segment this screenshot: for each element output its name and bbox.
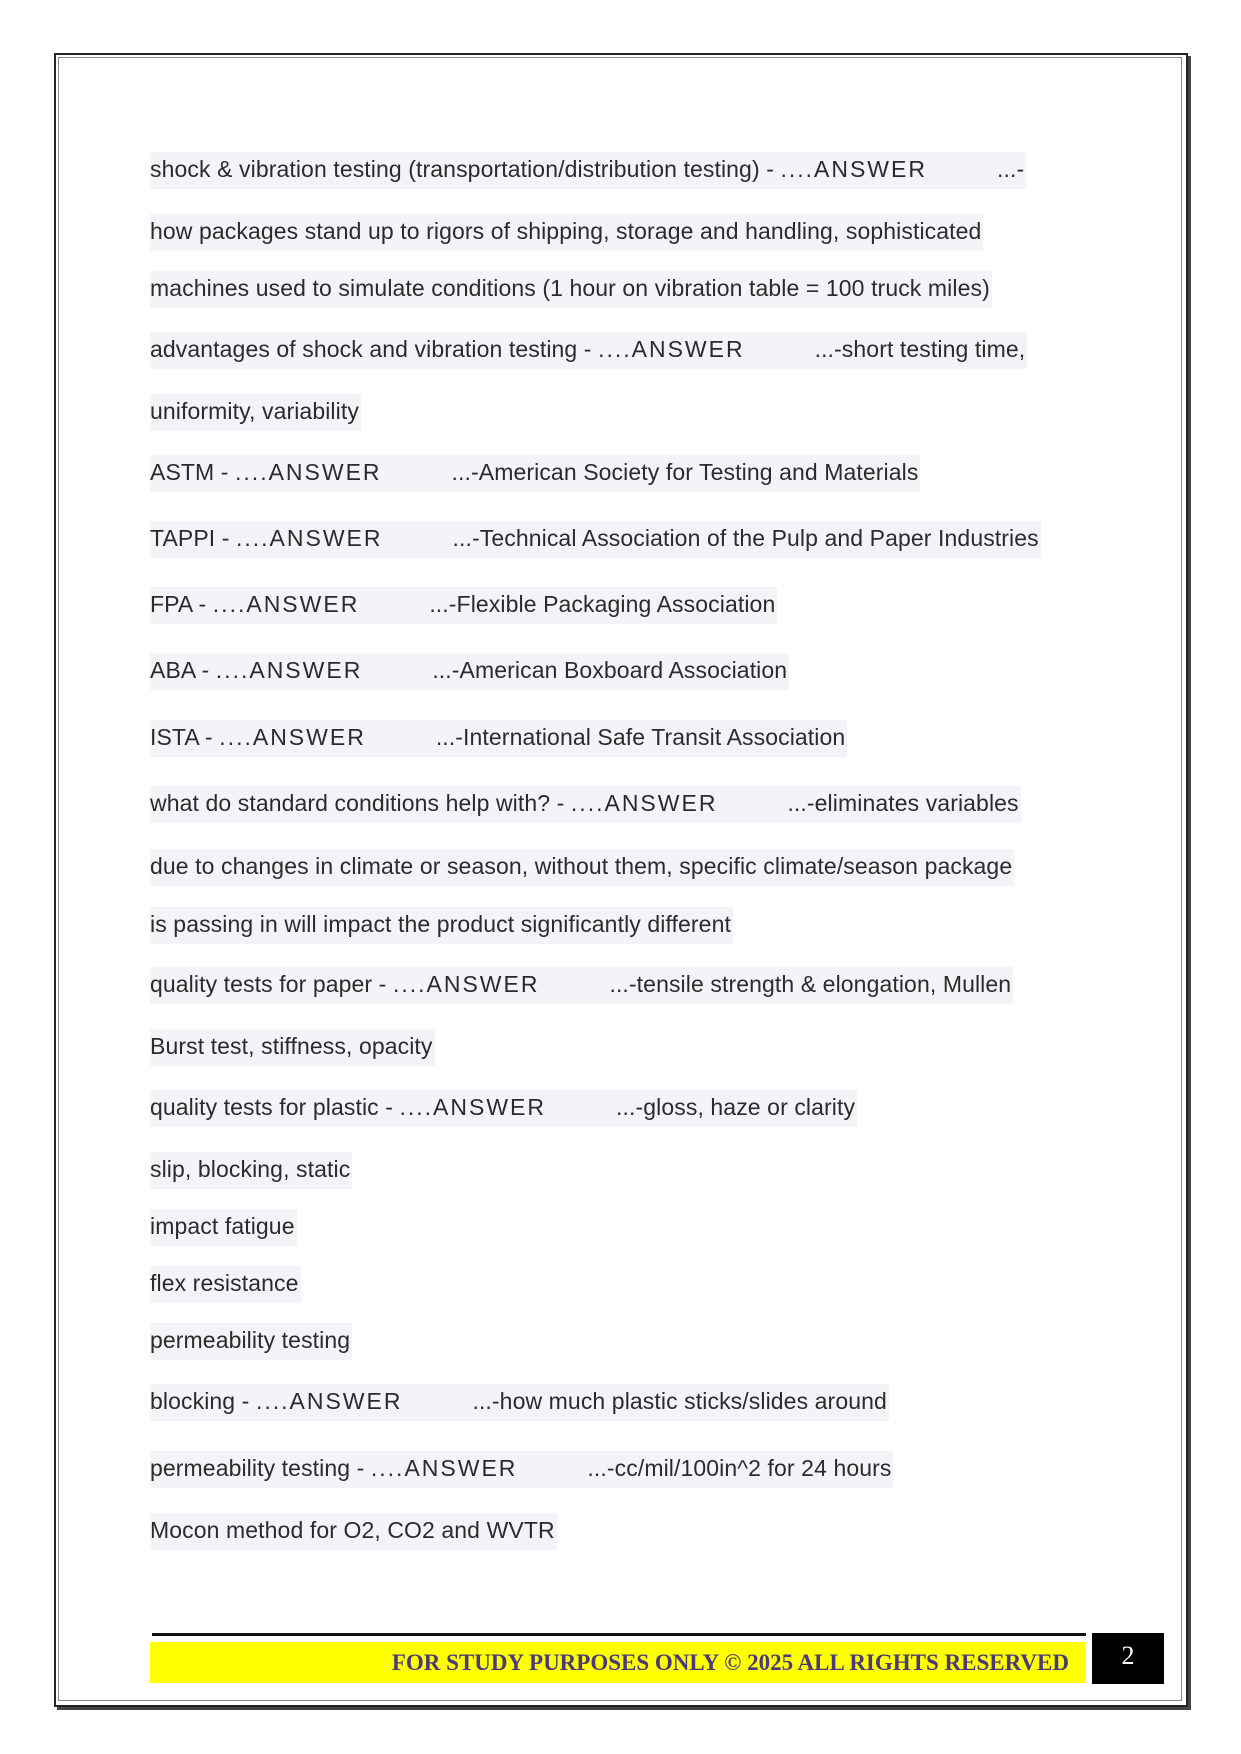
question-text: FPA - [150,591,213,617]
footer-notice: FOR STUDY PURPOSES ONLY © 2025 ALL RIGHTS RESERVED [391,1650,1069,1675]
answer-tag: ....ANSWER [598,336,745,362]
qa-line [150,786,1021,823]
text-line: uniformity, variability [150,394,361,431]
text-line: slip, blocking, static [150,1152,352,1189]
answer-text: ...-gloss, haze or clarity [616,1094,856,1120]
qa-line [150,1451,893,1488]
answer-tag: ....ANSWER [235,459,382,485]
question-text: what do standard conditions help with? - [150,790,571,816]
answer-text: ...-American Boxboard Association [432,657,788,683]
text-line: flex resistance [150,1266,301,1303]
question-text: quality tests for plastic - [150,1094,400,1120]
text-line: due to changes in climate or season, without them, specific climate/season package [150,849,1014,886]
question-text: ASTM - [150,459,236,485]
text-line: Mocon method for O2, CO2 and WVTR [150,1513,557,1550]
answer-tag: ....ANSWER [219,724,366,750]
answer-tag: ....ANSWER [780,156,927,182]
answer-tag: ....ANSWER [399,1094,547,1120]
answer-text: ...-Flexible Packaging Association [429,591,776,617]
question-text: ABA - [150,657,216,683]
qa-line [150,587,777,624]
question-text: ISTA - [150,724,220,750]
text-line: how packages stand up to rigors of shipping, storage and handling, sophisticated [150,214,983,251]
answer-tag: ....ANSWER [255,1388,403,1414]
answer-text: ...-cc/mil/100in^2 for 24 hours [587,1455,892,1481]
text-line: machines used to simulate conditions (1 hour on vibration table = 100 truck miles) [150,271,992,308]
answer-tag: ....ANSWER [236,525,383,551]
qa-line [150,152,1026,189]
answer-text: ...-eliminates variables [787,790,1019,816]
answer-text: ...-American Society for Testing and Materials [451,459,919,485]
answer-text: ...-Technical Association of the Pulp and Paper Industries [452,525,1039,551]
text-line: is passing in will impact the product significantly different [150,907,733,944]
footer-rule [152,1633,1086,1636]
question-text: TAPPI - [150,525,236,551]
answer-tag: ....ANSWER [370,1455,518,1481]
question-text: permeability testing - [150,1455,371,1481]
answer-tag: ....ANSWER [570,790,718,816]
footer-bar [150,1642,1085,1683]
text-line: permeability testing [150,1323,352,1360]
answer-tag: ....ANSWER [392,971,540,997]
answer-text: ...-short testing time, [814,336,1026,362]
text-line: impact fatigue [150,1209,297,1246]
question-text: shock & vibration testing (transportation/distribution testing) - [150,156,781,182]
qa-line [150,332,1027,369]
answer-text: ...-International Safe Transit Association [435,724,846,750]
qa-line [150,1090,857,1127]
answer-tag: ....ANSWER [215,657,363,683]
question-text: advantages of shock and vibration testing - [150,336,599,362]
qa-line [150,1384,889,1421]
answer-text: ...-tensile strength & elongation, Mullen [609,971,1012,997]
qa-line [150,720,847,757]
page-number: 2 [1092,1633,1164,1684]
question-text: blocking - [150,1388,256,1414]
answer-text: ...-how much plastic sticks/slides around [472,1388,887,1414]
answer-text: ...- [996,156,1025,182]
qa-line [150,455,920,492]
answer-tag: ....ANSWER [212,591,360,617]
question-text: quality tests for paper - [150,971,393,997]
qa-line [150,521,1041,558]
text-line: Burst test, stiffness, opacity [150,1029,435,1066]
qa-line [150,653,789,690]
qa-line [150,967,1013,1004]
